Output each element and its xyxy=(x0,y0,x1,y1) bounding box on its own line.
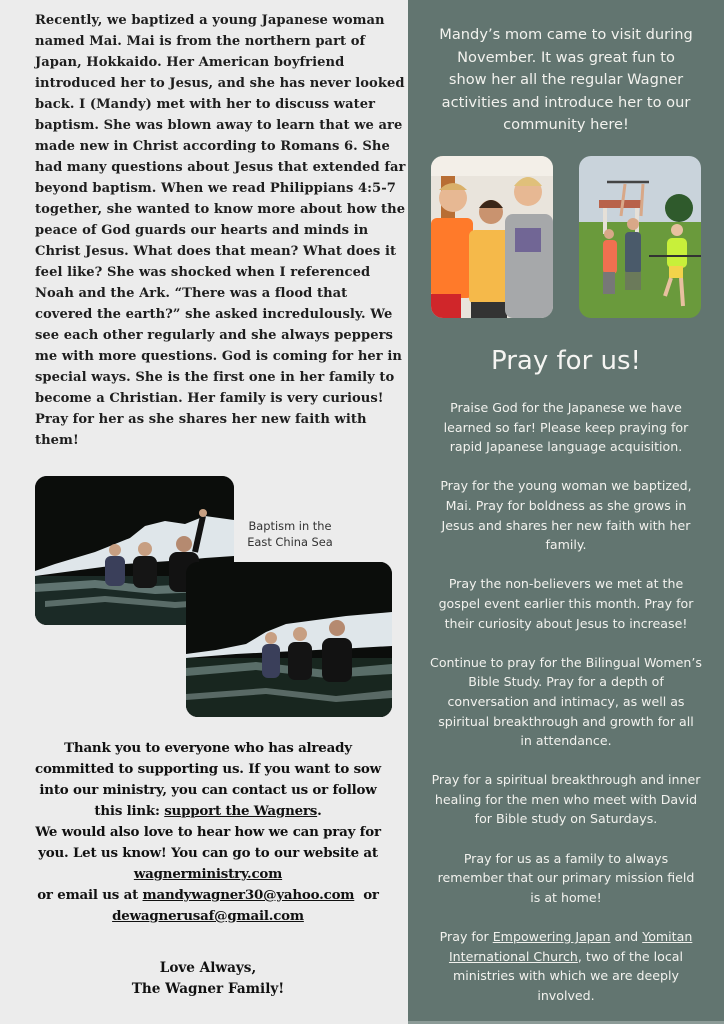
pray-for-us-heading: Pray for us! xyxy=(491,346,641,376)
prayer-item-ministries xyxy=(414,927,718,1005)
mom-visit-text xyxy=(416,24,716,137)
family-photo-image xyxy=(431,156,553,318)
story-line: Recently, we baptized a young Japanese woman xyxy=(35,13,385,28)
prayer-line: for Bible study on Saturdays. xyxy=(474,811,658,827)
story-line: named Mai. Mai is from the northern part of xyxy=(35,34,366,49)
family-photo xyxy=(431,156,553,318)
prayer-text: , two of the local xyxy=(577,948,684,964)
golf-photo-image xyxy=(579,156,701,318)
story-line: made new in Christ according to Romans 6. She xyxy=(35,139,390,154)
support-the-wagners-link[interactable]: support the Wagners xyxy=(164,803,318,819)
story-line: back. I (Mandy) met with her to discuss water xyxy=(35,97,376,112)
prayer-text: Pray for xyxy=(439,929,493,945)
prayer-line: rapid Japanese language acquisition. xyxy=(449,439,683,455)
prayer-item xyxy=(414,574,718,633)
prayer-item xyxy=(414,849,718,908)
story-line: Japan, Hokkaido. Her American boyfriend xyxy=(35,55,345,70)
thanks-text: or email us at xyxy=(37,887,143,903)
visit-line: Mandy’s mom came to visit during xyxy=(439,26,693,43)
caption-line: East China Sea xyxy=(247,535,333,549)
story-line: peace of God guards our hearts and minds in xyxy=(35,223,369,238)
prayer-line: Pray the non-believers we met at the xyxy=(448,576,684,592)
signoff xyxy=(20,958,396,1000)
signoff-line: The Wagner Family! xyxy=(131,981,285,997)
story-line: introduced her to Jesus, and she has never looked xyxy=(35,76,405,91)
prayer-line: Bible Study. Pray for a depth of xyxy=(468,674,664,690)
visit-line: community here! xyxy=(503,116,629,133)
thanks-text: or xyxy=(354,887,379,903)
thanks-line-with-link xyxy=(20,801,396,822)
story-line: had many questions about Jesus that extended far xyxy=(35,160,406,175)
thanks-line: you. Let us know! You can go to our website at xyxy=(38,845,378,861)
yomitan-church-link-cont[interactable]: International Church xyxy=(448,948,578,964)
signoff-line: Love Always, xyxy=(159,960,257,976)
right-column xyxy=(408,0,724,1024)
email-link-mandy[interactable]: mandywagner30@yahoo.com xyxy=(142,887,355,903)
story-line: Noah and the Ark. “There was a flood that xyxy=(35,286,348,301)
prayer-item xyxy=(414,398,718,457)
thanks-line: Thank you to everyone who has already xyxy=(64,740,352,756)
visit-line: activities and introduce her to our xyxy=(441,93,691,111)
thanks-text: this link: xyxy=(94,803,165,819)
thanks-line-with-link xyxy=(20,864,396,885)
golf-photo xyxy=(579,156,701,318)
baptism-photo-2-image xyxy=(186,562,392,717)
thanks-line-with-link xyxy=(20,906,396,927)
prayer-line: ministries with which we are deeply xyxy=(452,968,679,984)
prayer-line: Continue to pray for the Bilingual Women’s xyxy=(430,654,702,670)
prayer-line: in attendance. xyxy=(520,733,612,749)
email-link-david[interactable]: dewagnerusaf@gmail.com xyxy=(112,908,304,924)
baptism-caption xyxy=(240,518,340,550)
baptism-story xyxy=(35,10,406,451)
prayer-line: is at home! xyxy=(530,889,602,905)
yomitan-church-link[interactable]: Yomitan xyxy=(642,929,693,945)
prayer-line: Pray for a spiritual breakthrough and inner xyxy=(431,772,701,788)
prayer-item xyxy=(414,476,718,554)
thanks-line: We would also love to hear how we can pray for xyxy=(35,824,381,840)
prayer-line: Jesus and shares her new faith with her xyxy=(441,517,691,533)
story-line: become a Christian. Her family is very curious! xyxy=(35,391,384,406)
baptism-photo-2 xyxy=(186,562,392,717)
prayer-text: and xyxy=(610,929,643,945)
prayer-item xyxy=(414,653,718,751)
prayer-line: learned so far! Please keep praying for xyxy=(443,419,689,435)
prayer-line: family. xyxy=(545,537,587,553)
thanks-line: committed to supporting us. If you want to sow xyxy=(35,761,381,777)
prayer-list xyxy=(414,398,718,1024)
story-line: feel like? She was shocked when I referenced xyxy=(35,265,371,280)
visit-line: show her all the regular Wagner xyxy=(448,71,684,88)
thanks-line-with-link xyxy=(20,885,396,906)
prayer-line: Mai. Pray for boldness as she grows in xyxy=(445,497,687,513)
prayer-line: healing for the men who meet with David xyxy=(434,791,698,807)
prayer-line: involved. xyxy=(537,987,595,1003)
caption-line: Baptism in the xyxy=(248,519,332,533)
story-line: see each other regularly and she always peppers xyxy=(35,328,393,343)
prayer-line: gospel event earlier this month. Pray for xyxy=(438,595,694,611)
story-line: Pray for her as she shares her new faith with xyxy=(35,412,367,427)
story-line: covered the earth?” she asked incredulously. We xyxy=(35,307,393,322)
thanks-line: into our ministry, you can contact us or follow xyxy=(39,782,377,798)
prayer-line: Pray for us as a family to always xyxy=(463,850,669,866)
prayer-line: remember that our primary mission field xyxy=(437,870,695,886)
story-line: them! xyxy=(35,433,79,448)
prayer-line xyxy=(414,927,718,947)
story-line: Christ Jesus. What does that mean? What does it xyxy=(35,244,397,259)
thank-you-message xyxy=(20,738,396,927)
thanks-text: . xyxy=(317,803,322,819)
prayer-line: their curiosity about Jesus to increase! xyxy=(444,615,688,631)
story-line: special ways. She is the first one in her family to xyxy=(35,370,395,385)
empowering-japan-link[interactable]: Empowering Japan xyxy=(492,929,611,945)
story-line: baptism. She was blown away to learn that we are xyxy=(35,118,403,133)
prayer-line xyxy=(414,947,718,967)
prayer-line: conversation and intimacy, as well as xyxy=(447,693,685,709)
story-line: beyond baptism. When we read Philippians 4:5-7 xyxy=(35,181,396,196)
prayer-item xyxy=(414,770,718,829)
prayer-line: spiritual breakthrough and growth for all xyxy=(438,713,694,729)
prayer-line: Pray for the young woman we baptized, xyxy=(440,478,692,494)
story-line: me with more questions. God is coming for her in xyxy=(35,349,402,364)
visit-line: November. It was great fun to xyxy=(457,48,675,66)
website-link[interactable]: wagnerministry.com xyxy=(133,866,283,882)
story-line: together, she wanted to know more about how the xyxy=(35,202,406,217)
prayer-line: Praise God for the Japanese we have xyxy=(450,400,682,415)
